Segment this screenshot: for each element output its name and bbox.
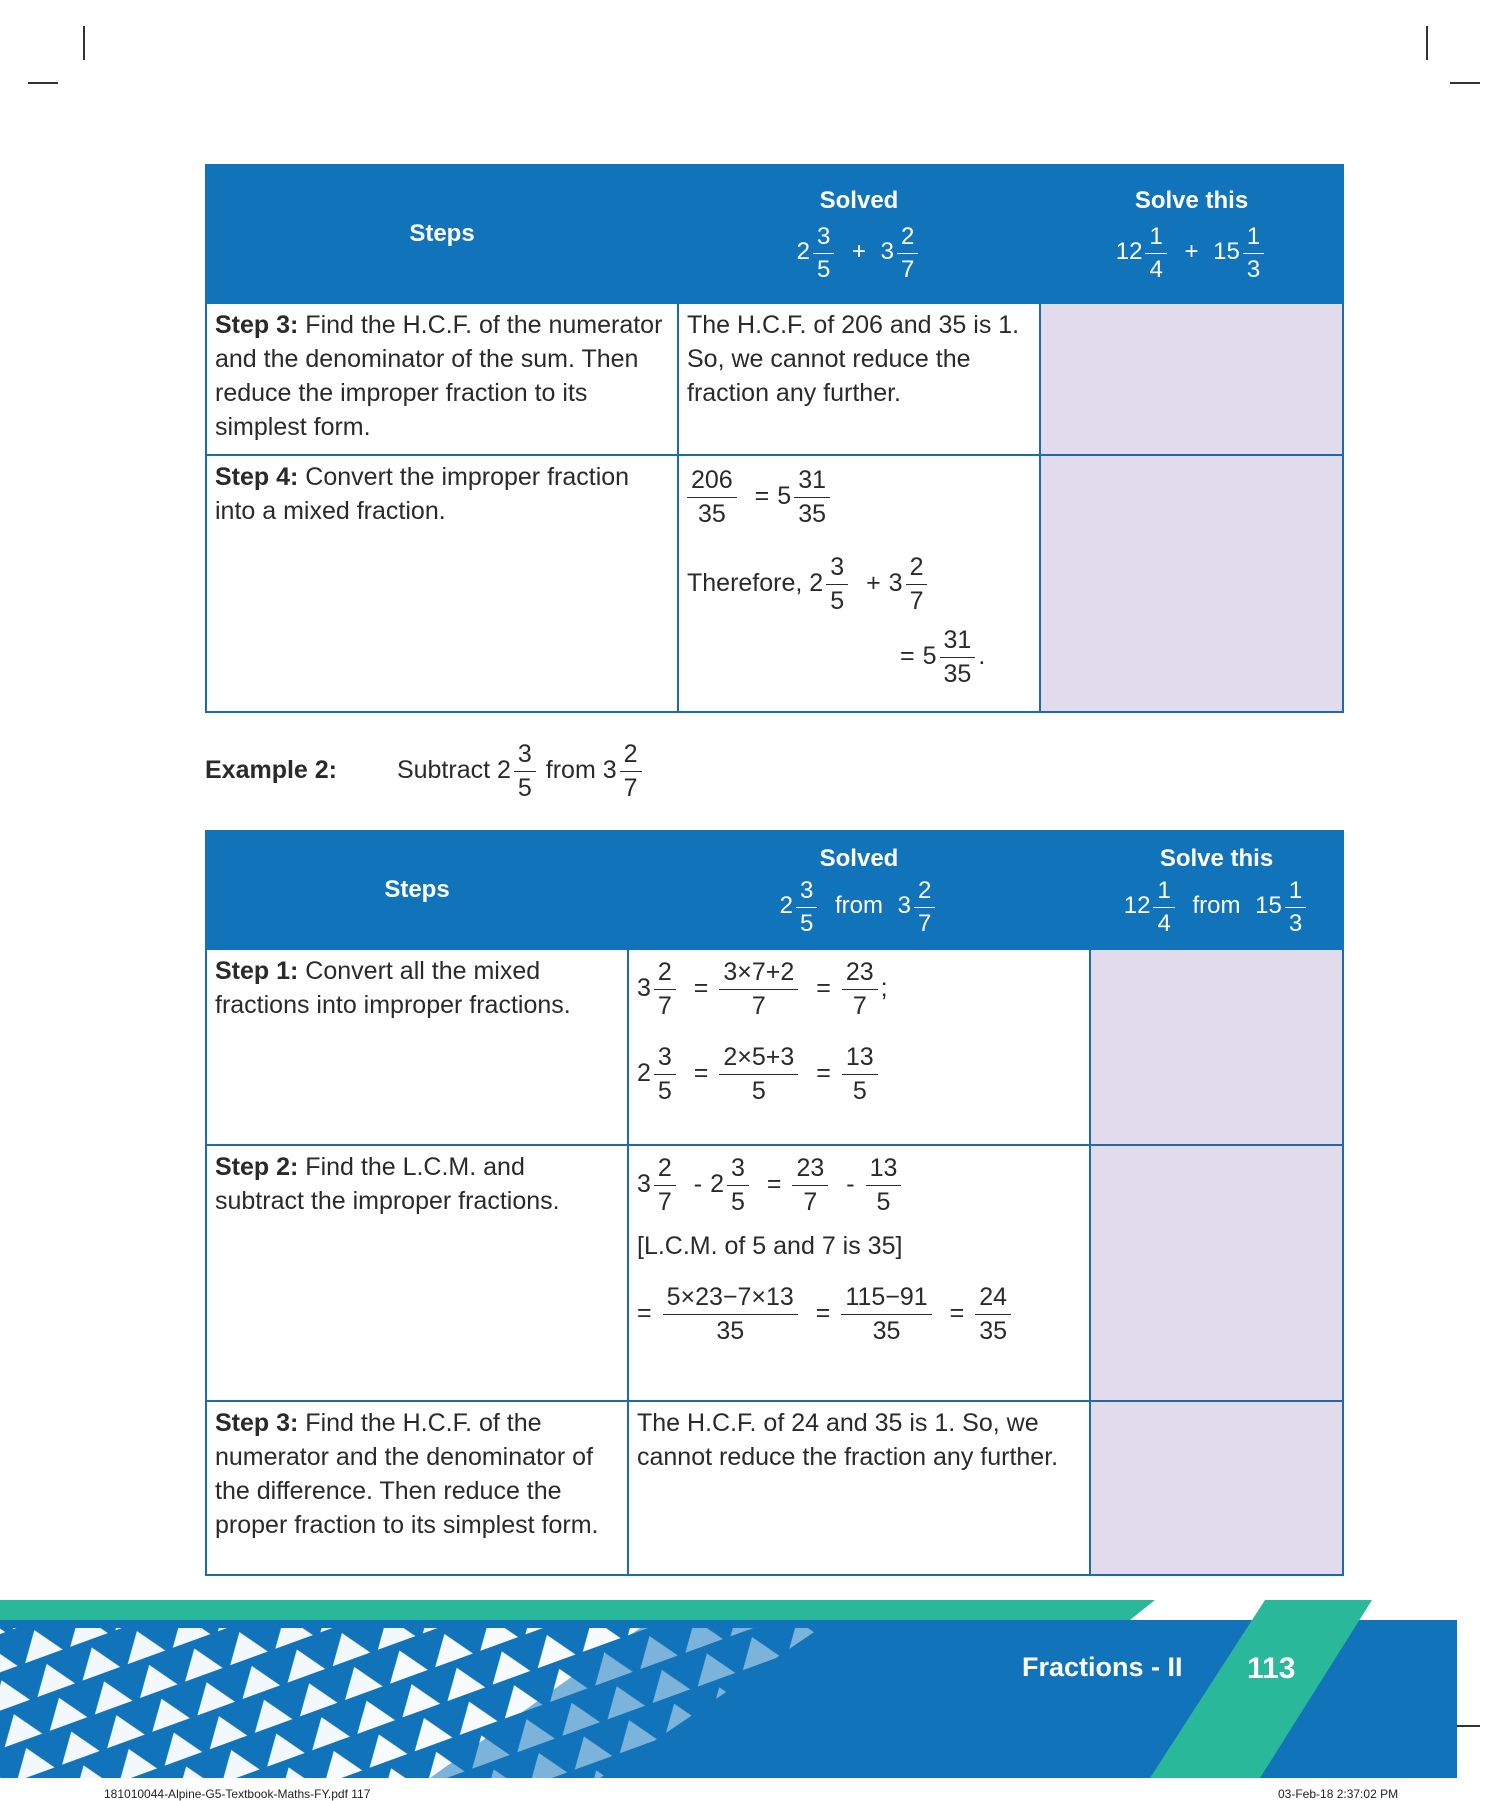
header-solve-this: Solve this 12 $\frac{1}{4}$ + 15 $\frac{1}{3}$ [1040, 165, 1343, 303]
header-solve-this: Solve this 12 $\frac{1}{4}$ from 15 $\frac{1}{3}$ [1090, 831, 1343, 949]
solved-expression: 2 $\frac{3}{5}$ + 3 $\frac{2}{7}$ [797, 238, 922, 265]
chapter-title: Fractions - II [1022, 1652, 1183, 1682]
addition-steps-table [205, 164, 1344, 713]
table-row [206, 455, 1343, 712]
solve-this-expression: 12 $\frac{1}{4}$ + 15 $\frac{1}{3}$ [1116, 238, 1267, 265]
crop-mark [28, 82, 58, 84]
table-row [206, 1401, 1343, 1575]
table-row [206, 949, 1343, 1145]
solved-cell [678, 455, 1040, 712]
solve-this-cell[interactable] [1040, 303, 1343, 455]
lcm-note: [L.C.M. of 5 and 7 is 35] [637, 1232, 903, 1260]
table-row [206, 303, 1343, 455]
solve-this-cell[interactable] [1040, 455, 1343, 712]
solved-expression: 2 $\frac{3}{5}$ from 3 $\frac{2}{7}$ [780, 892, 939, 919]
step-cell: Step 1: Convert all the mixed fractions into improper fractions. [206, 949, 628, 1145]
solve-this-expression: 12 $\frac{1}{4}$ from 15 $\frac{1}{3}$ [1124, 892, 1309, 919]
header-solved: Solved 2 $\frac{3}{5}$ + 3 $\frac{2}{7}$ [678, 165, 1040, 303]
solved-cell [628, 1145, 1090, 1401]
print-info-right: 03-Feb-18 2:37:02 PM [1278, 1787, 1399, 1801]
crop-mark [1450, 82, 1480, 84]
subtract-equation: 3 $\frac{2}{7}$ - 2 $\frac{3}{5}$ = $\frac{23}{7}$ - $\frac{13}{5}$ [637, 1156, 1081, 1215]
step-cell: Step 2: Find the L.C.M. and subtract the improper fractions. [206, 1145, 628, 1401]
solve-this-cell[interactable] [1090, 1401, 1343, 1575]
subtraction-steps-table [205, 830, 1344, 1576]
step-cell: Step 3: Find the H.C.F. of the numerator and the denominator of the difference. Then reduce the proper fraction to its simplest form. [206, 1401, 628, 1575]
crop-mark [1426, 26, 1428, 60]
page-number: 113 [1247, 1652, 1296, 1685]
teal-stripe [0, 1600, 1155, 1620]
step-cell: Step 4: Convert the improper fraction into a mixed fraction. [206, 455, 678, 712]
therefore-line: Therefore, 2 $\frac{3}{5}$ + 3 $\frac{2}{7}$ [687, 555, 1031, 614]
final-result: = 5 $\frac{31}{35}$ . [900, 626, 986, 688]
solved-cell: The H.C.F. of 206 and 35 is 1. So, we cannot reduce the fraction any further. [678, 303, 1040, 455]
solve-this-cell[interactable] [1090, 949, 1343, 1145]
step-cell: Step 3: Find the H.C.F. of the numerator and the denominator of the sum. Then reduce the improper fraction to its simplest form. [206, 303, 678, 455]
header-steps: Steps [206, 165, 678, 303]
example-2-heading: Example 2: Subtract 2 $\frac{3}{5}$ from 3 $\frac{2}{7}$ [205, 742, 645, 801]
solved-cell: The H.C.F. of 24 and 35 is 1. So, we cannot reduce the fraction any further. [628, 1401, 1090, 1575]
header-solved: Solved 2 $\frac{3}{5}$ from 3 $\frac{2}{7}$ [628, 831, 1090, 949]
print-info-left: 181010044-Alpine-G5-Textbook-Maths-FY.pdf 117 [104, 1787, 371, 1801]
solve-this-cell[interactable] [1090, 1145, 1343, 1401]
convert-equation-2: 2 $\frac{3}{5}$ = $\frac{2\times 5+3}{5}$ = $\frac{13}{5}$ [637, 1045, 1081, 1104]
lcm-equation: = $\frac{5\times 23-7\times 13}{35}$ = $\frac{115-91}{35}$ = $\frac{24}{35}$ [637, 1285, 1081, 1344]
convert-equation-1: 3 $\frac{2}{7}$ = $\frac{3\times 7+2}{7}$ = $\frac{23}{7}$ ; [637, 958, 888, 1020]
footer-band [0, 1600, 1457, 1778]
table-header-row [206, 831, 1343, 949]
improper-to-mixed-equation: $\frac{206}{35}$ = 5 $\frac{31}{35}$ [687, 468, 1031, 527]
table-header-row [206, 165, 1343, 303]
crop-mark [83, 26, 85, 60]
header-steps: Steps [206, 831, 628, 949]
solved-cell [628, 949, 1090, 1145]
table-row [206, 1145, 1343, 1401]
